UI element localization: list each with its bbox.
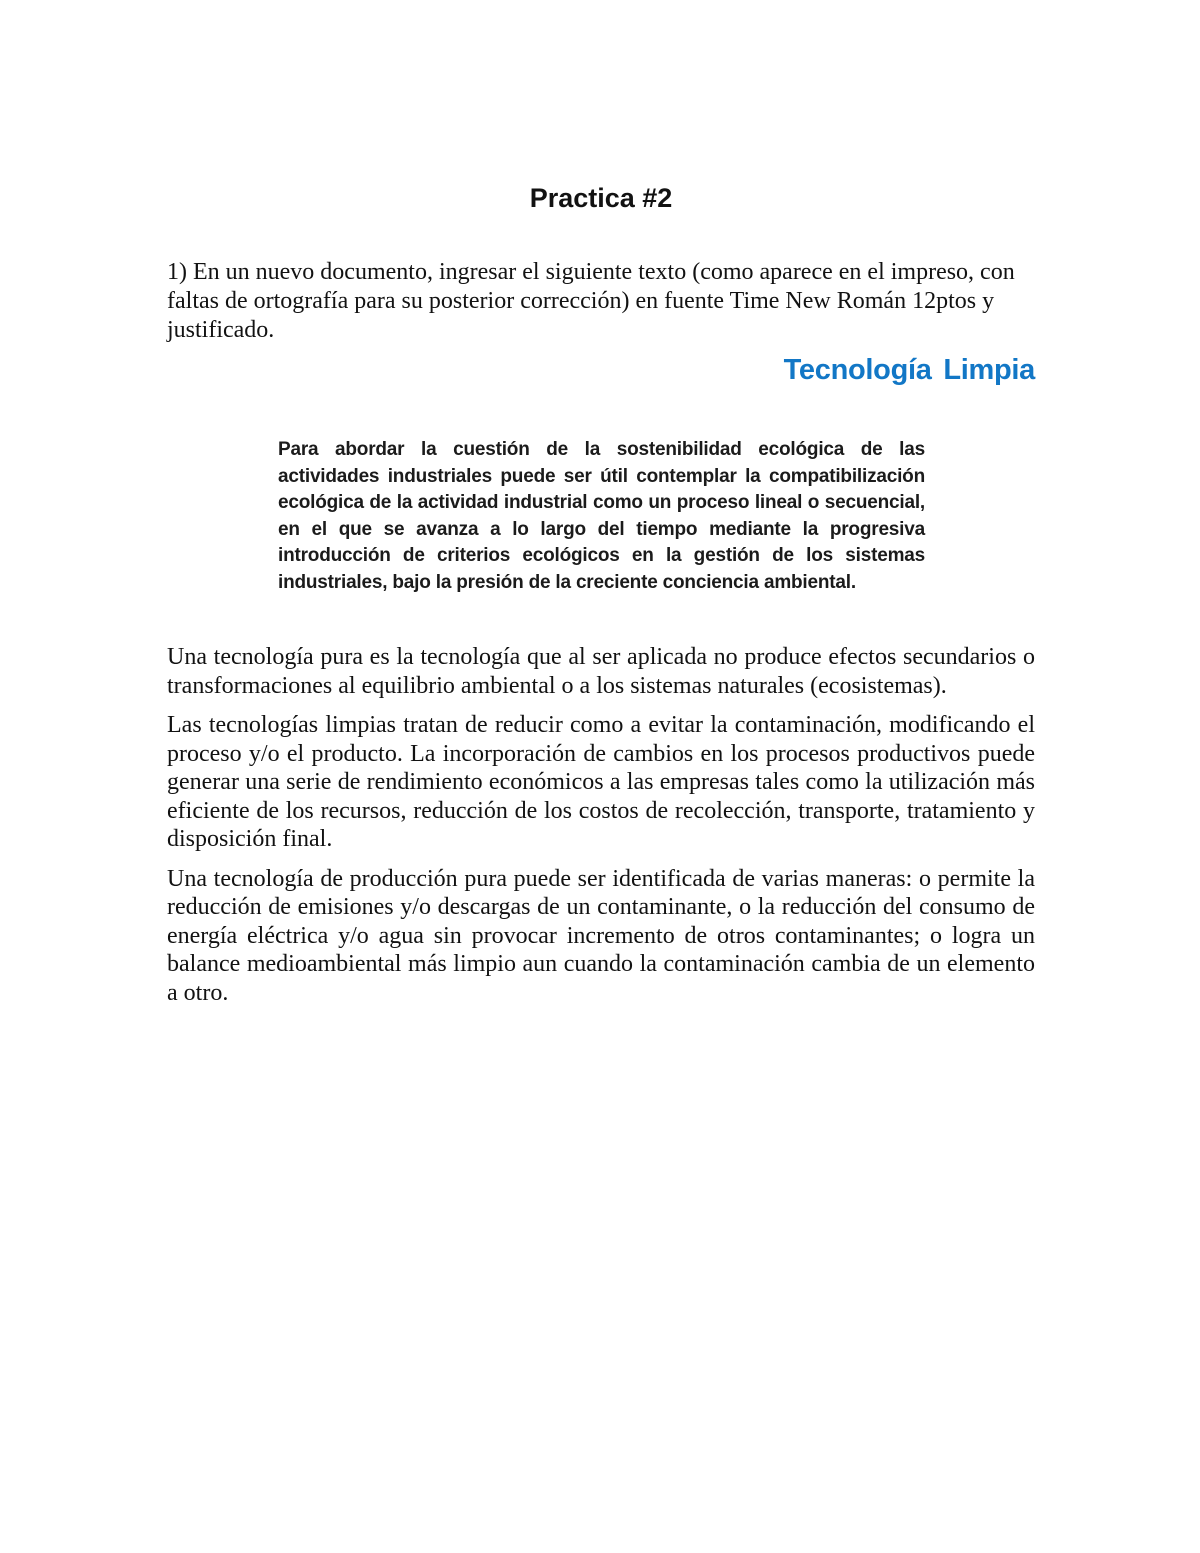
body-paragraph-2: Las tecnologías limpias tratan de reducir como a evitar la contaminación, modificando el proceso y/o el producto. La incorporación de cambios en los procesos productivos puede generar una serie de rendimiento económicos a las empresas tales como la utilización más eficiente de los recursos, reducción de los costos de recolección, transporte, tratamiento y disposición final. bbox=[167, 712, 1035, 852]
section-heading: Tecnología Limpia bbox=[783, 354, 1035, 386]
body-paragraph-3: Una tecnología de producción pura puede ser identificada de varias maneras: o permite la reducción de emisiones y/o descargas de un contaminante, o la reducción del consumo de energía eléctrica y/o agua sin provocar incremento de otros contaminantes; o logra un balance medioambiental más limpio aun cuando la contaminación cambia de un elemento a otro. bbox=[167, 865, 1035, 1006]
instruction-paragraph: 1) En un nuevo documento, ingresar el siguiente texto (como aparece en el impreso, con faltas de ortografía para su posterior corrección) en fuente Time New Román 12ptos y justificado. bbox=[167, 259, 1015, 343]
page-title: Practica #2 bbox=[529, 183, 673, 213]
body-paragraph-1: Una tecnología pura es la tecnología que al ser aplicada no produce efectos secundarios o transformaciones al equilibrio ambiental o a los sistemas naturales (ecosistemas). bbox=[167, 644, 1035, 699]
document-content bbox=[167, 0, 1035, 1007]
quoted-bold-paragraph: Para abordar la cuestión de la sostenibilidad ecológica de las actividades industriales puede ser útil contemplar la compatibilización ecológica de la actividad industrial como un proceso lineal o secuencial, en el que se avanza a lo largo del tiempo mediante la progresiva introducción de criterios ecológicos en la gestión de los sistemas industriales, bajo la presión de la creciente conciencia ambiental. bbox=[278, 439, 925, 593]
